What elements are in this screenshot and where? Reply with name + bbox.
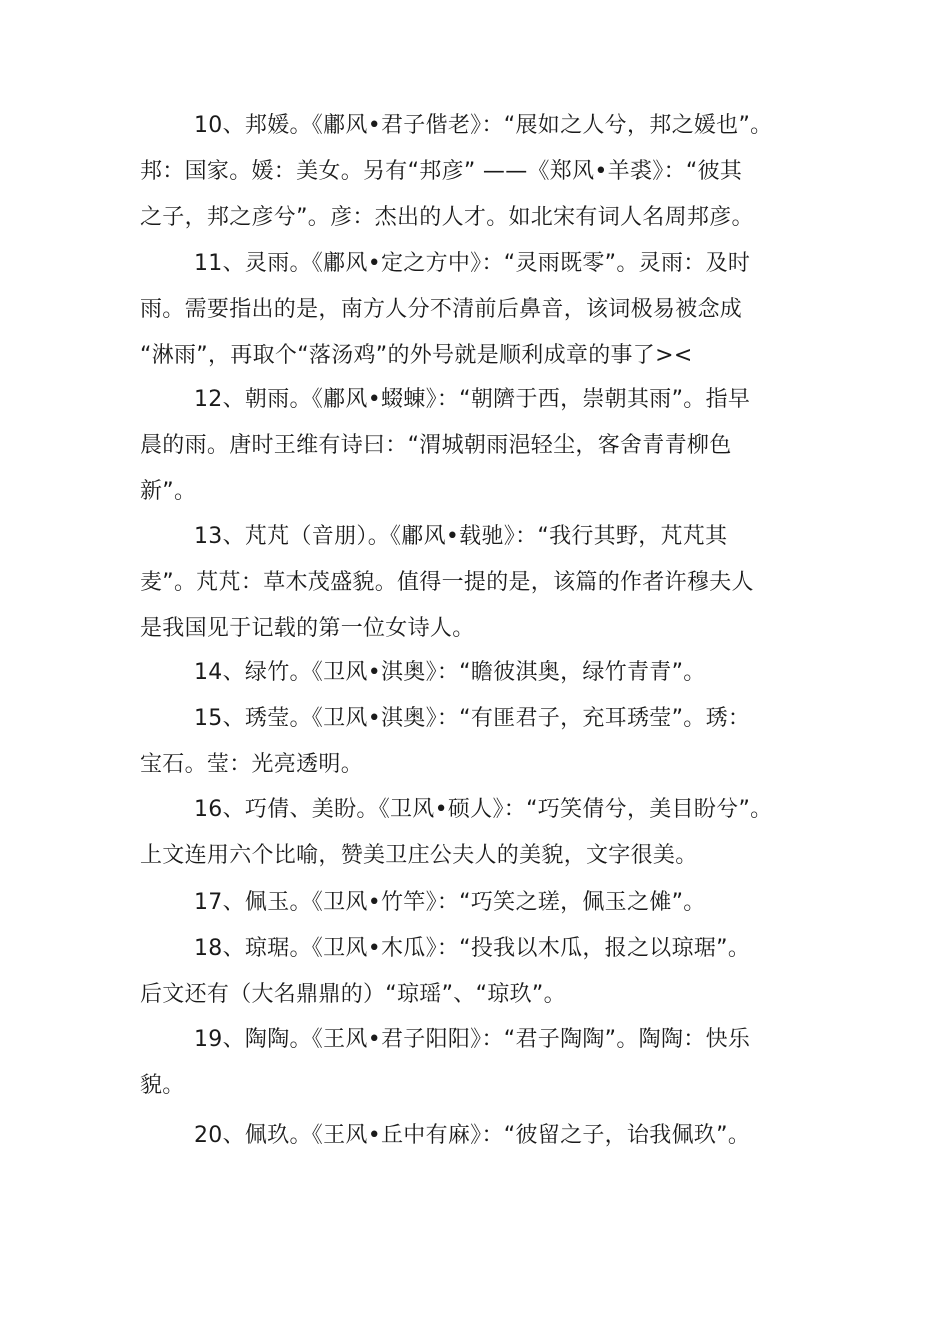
entry-line: 12、朝雨。《鄘风•蝃蝀》：“朝隮于西，崇朝其雨”。指早 bbox=[194, 387, 751, 412]
entry-19 bbox=[140, 1017, 840, 1109]
entry-14 bbox=[140, 650, 840, 696]
entry-18 bbox=[140, 926, 840, 1018]
entry-line: “淋雨”，再取个“落汤鸡”的外号就是顺利成章的事了>< bbox=[140, 343, 693, 368]
entry-line: 貌。 bbox=[140, 1073, 185, 1098]
entry-line: 新”。 bbox=[140, 479, 197, 504]
entry-line: 14、绿竹。《卫风•淇奥》：“瞻彼淇奥，绿竹青青”。 bbox=[194, 660, 706, 685]
entry-line: 13、芃芃（音朋）。《鄘风•载驰》：“我行其野，芃芃其 bbox=[194, 524, 728, 549]
entry-line: 邦：国家。媛：美女。另有“邦彦” ——《郑风•羊裘》：“彼其 bbox=[140, 159, 743, 184]
entry-line: 20、佩玖。《王风•丘中有麻》：“彼留之子，诒我佩玖”。 bbox=[194, 1123, 751, 1148]
entry-line: 16、巧倩、美盼。《卫风•硕人》：“巧笑倩兮，美目盼兮”。 bbox=[194, 797, 773, 822]
entry-16 bbox=[140, 787, 840, 879]
entry-line: 上文连用六个比喻，赞美卫庄公夫人的美貌，文字很美。 bbox=[140, 843, 698, 868]
entry-20 bbox=[140, 1113, 840, 1159]
entry-line: 11、灵雨。《鄘风•定之方中》：“灵雨既零”。灵雨：及时 bbox=[194, 251, 751, 276]
entry-10 bbox=[140, 103, 840, 241]
entry-line: 晨的雨。唐时王维有诗曰：“渭城朝雨浥轻尘，客舍青青柳色 bbox=[140, 433, 732, 458]
entry-line: 宝石。莹：光亮透明。 bbox=[140, 752, 364, 777]
entry-line: 麦”。芃芃：草木茂盛貌。值得一提的是，该篇的作者许穆夫人 bbox=[140, 570, 754, 595]
entry-line: 18、琼琚。《卫风•木瓜》：“投我以木瓜，报之以琼琚”。 bbox=[194, 936, 751, 961]
entry-line: 17、佩玉。《卫风•竹竿》：“巧笑之瑳，佩玉之傩”。 bbox=[194, 890, 706, 915]
entry-17 bbox=[140, 880, 840, 926]
entry-line: 之子，邦之彦兮”。彦：杰出的人才。如北宋有词人名周邦彦。 bbox=[140, 205, 754, 230]
entry-15 bbox=[140, 696, 840, 788]
entry-13 bbox=[140, 514, 840, 652]
entry-line: 19、陶陶。《王风•君子阳阳》：“君子陶陶”。陶陶：快乐 bbox=[194, 1027, 751, 1052]
entry-line: 后文还有（大名鼎鼎的）“琼瑶”、“琼玖”。 bbox=[140, 982, 566, 1007]
entry-12 bbox=[140, 377, 840, 515]
entry-11 bbox=[140, 241, 840, 379]
entry-line: 10、邦媛。《鄘风•君子偕老》：“展如之人兮，邦之媛也”。 bbox=[194, 113, 773, 138]
entry-line: 是我国见于记载的第一位女诗人。 bbox=[140, 616, 475, 641]
entry-line: 15、琇莹。《卫风•淇奥》：“有匪君子，充耳琇莹”。琇： bbox=[194, 706, 751, 731]
entry-line: 雨。需要指出的是，南方人分不清前后鼻音，该词极易被念成 bbox=[140, 297, 743, 322]
